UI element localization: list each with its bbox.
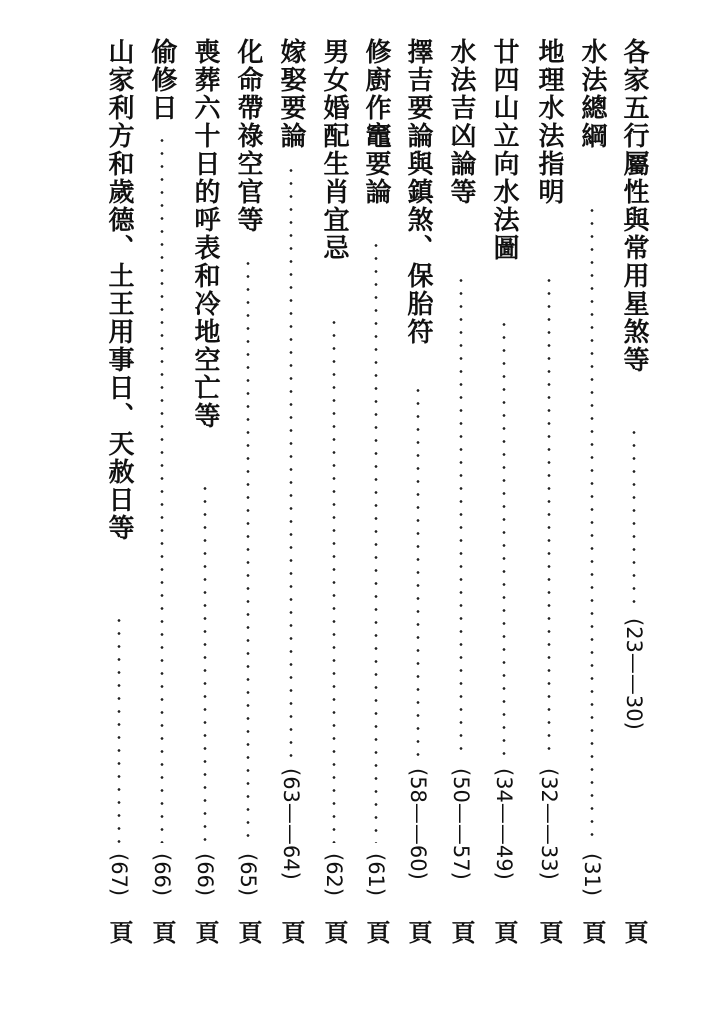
toc-entry-pages: (66) <box>150 853 174 897</box>
toc-entry-pages: (23——30) <box>622 618 646 730</box>
toc-entry <box>533 38 565 998</box>
toc-entry-pages: (50——57) <box>449 768 473 880</box>
dot-leader <box>160 134 164 843</box>
page-unit-label: 頁 <box>148 920 177 944</box>
page-unit-label: 頁 <box>490 920 519 944</box>
toc-entry-title: 山家利方和歲德、土王用事日、天赦日等 <box>104 38 134 542</box>
toc-entry-pages: (61) <box>364 853 388 897</box>
toc-entry-pages: (58——60) <box>406 768 430 880</box>
toc-entry <box>146 38 178 998</box>
page-unit-label: 頁 <box>105 920 134 944</box>
page-unit-label: 頁 <box>447 920 476 944</box>
table-of-contents <box>0 38 724 998</box>
dot-leader <box>547 274 551 758</box>
dot-leader <box>374 239 378 843</box>
toc-entry-pages: (63——64) <box>279 768 303 880</box>
page-unit-label: 頁 <box>404 920 433 944</box>
dot-leader <box>502 318 506 758</box>
toc-entry <box>275 38 307 998</box>
page-unit-label: 頁 <box>535 920 564 944</box>
toc-entry-pages: (66) <box>193 853 217 897</box>
toc-entry-title: 嫁娶要論 <box>276 38 306 150</box>
page-unit-label: 頁 <box>277 920 306 944</box>
toc-entry-title: 男女婚配生肖宜忌 <box>319 38 349 262</box>
page-unit-label: 頁 <box>578 920 607 944</box>
toc-entry-title: 廿四山立向水法圖 <box>489 38 519 262</box>
page-unit-label: 頁 <box>362 920 391 944</box>
toc-entry-title: 化命帶祿空官等 <box>233 38 263 234</box>
toc-entry <box>618 38 650 998</box>
dot-leader <box>416 384 420 758</box>
dot-leader <box>203 482 207 843</box>
toc-entry-pages: (62) <box>322 853 346 897</box>
toc-entry <box>318 38 350 998</box>
dot-leader <box>332 316 336 843</box>
toc-entry <box>189 38 221 998</box>
toc-entry-pages: (67) <box>107 853 131 897</box>
dot-leader <box>632 426 636 608</box>
toc-entry <box>488 38 520 998</box>
dot-leader <box>289 164 293 758</box>
dot-leader <box>459 274 463 758</box>
dot-leader <box>590 204 594 843</box>
toc-entry <box>576 38 608 998</box>
toc-entry-title: 擇吉要論與鎮煞、保胎符 <box>403 38 433 346</box>
toc-entry <box>445 38 477 998</box>
toc-entry-pages: (65) <box>236 853 260 897</box>
toc-entry-pages: (32——33) <box>537 768 561 880</box>
toc-entry-title: 地理水法指明 <box>534 38 564 206</box>
toc-entry-title: 修廚作竈要論 <box>361 38 391 206</box>
toc-entry-title: 水法吉凶論等 <box>446 38 476 206</box>
toc-entry-pages: (34——49) <box>492 768 516 880</box>
dot-leader <box>246 257 250 843</box>
dot-leader <box>117 614 121 843</box>
toc-entry-title: 喪葬六十日的呼表和冷地空亡等 <box>190 38 220 430</box>
page-unit-label: 頁 <box>234 920 263 944</box>
toc-entry <box>103 38 135 998</box>
toc-entry <box>232 38 264 998</box>
page-unit-label: 頁 <box>320 920 349 944</box>
toc-entry <box>360 38 392 998</box>
toc-entry <box>402 38 434 998</box>
toc-entry-title: 偷修日 <box>147 38 177 122</box>
toc-entry-title: 各家五行屬性與常用星煞等 <box>619 38 649 374</box>
toc-entry-title: 水法總綱 <box>577 38 607 150</box>
page-unit-label: 頁 <box>191 920 220 944</box>
toc-entry-pages: (31) <box>580 853 604 897</box>
page-unit-label: 頁 <box>620 920 649 944</box>
